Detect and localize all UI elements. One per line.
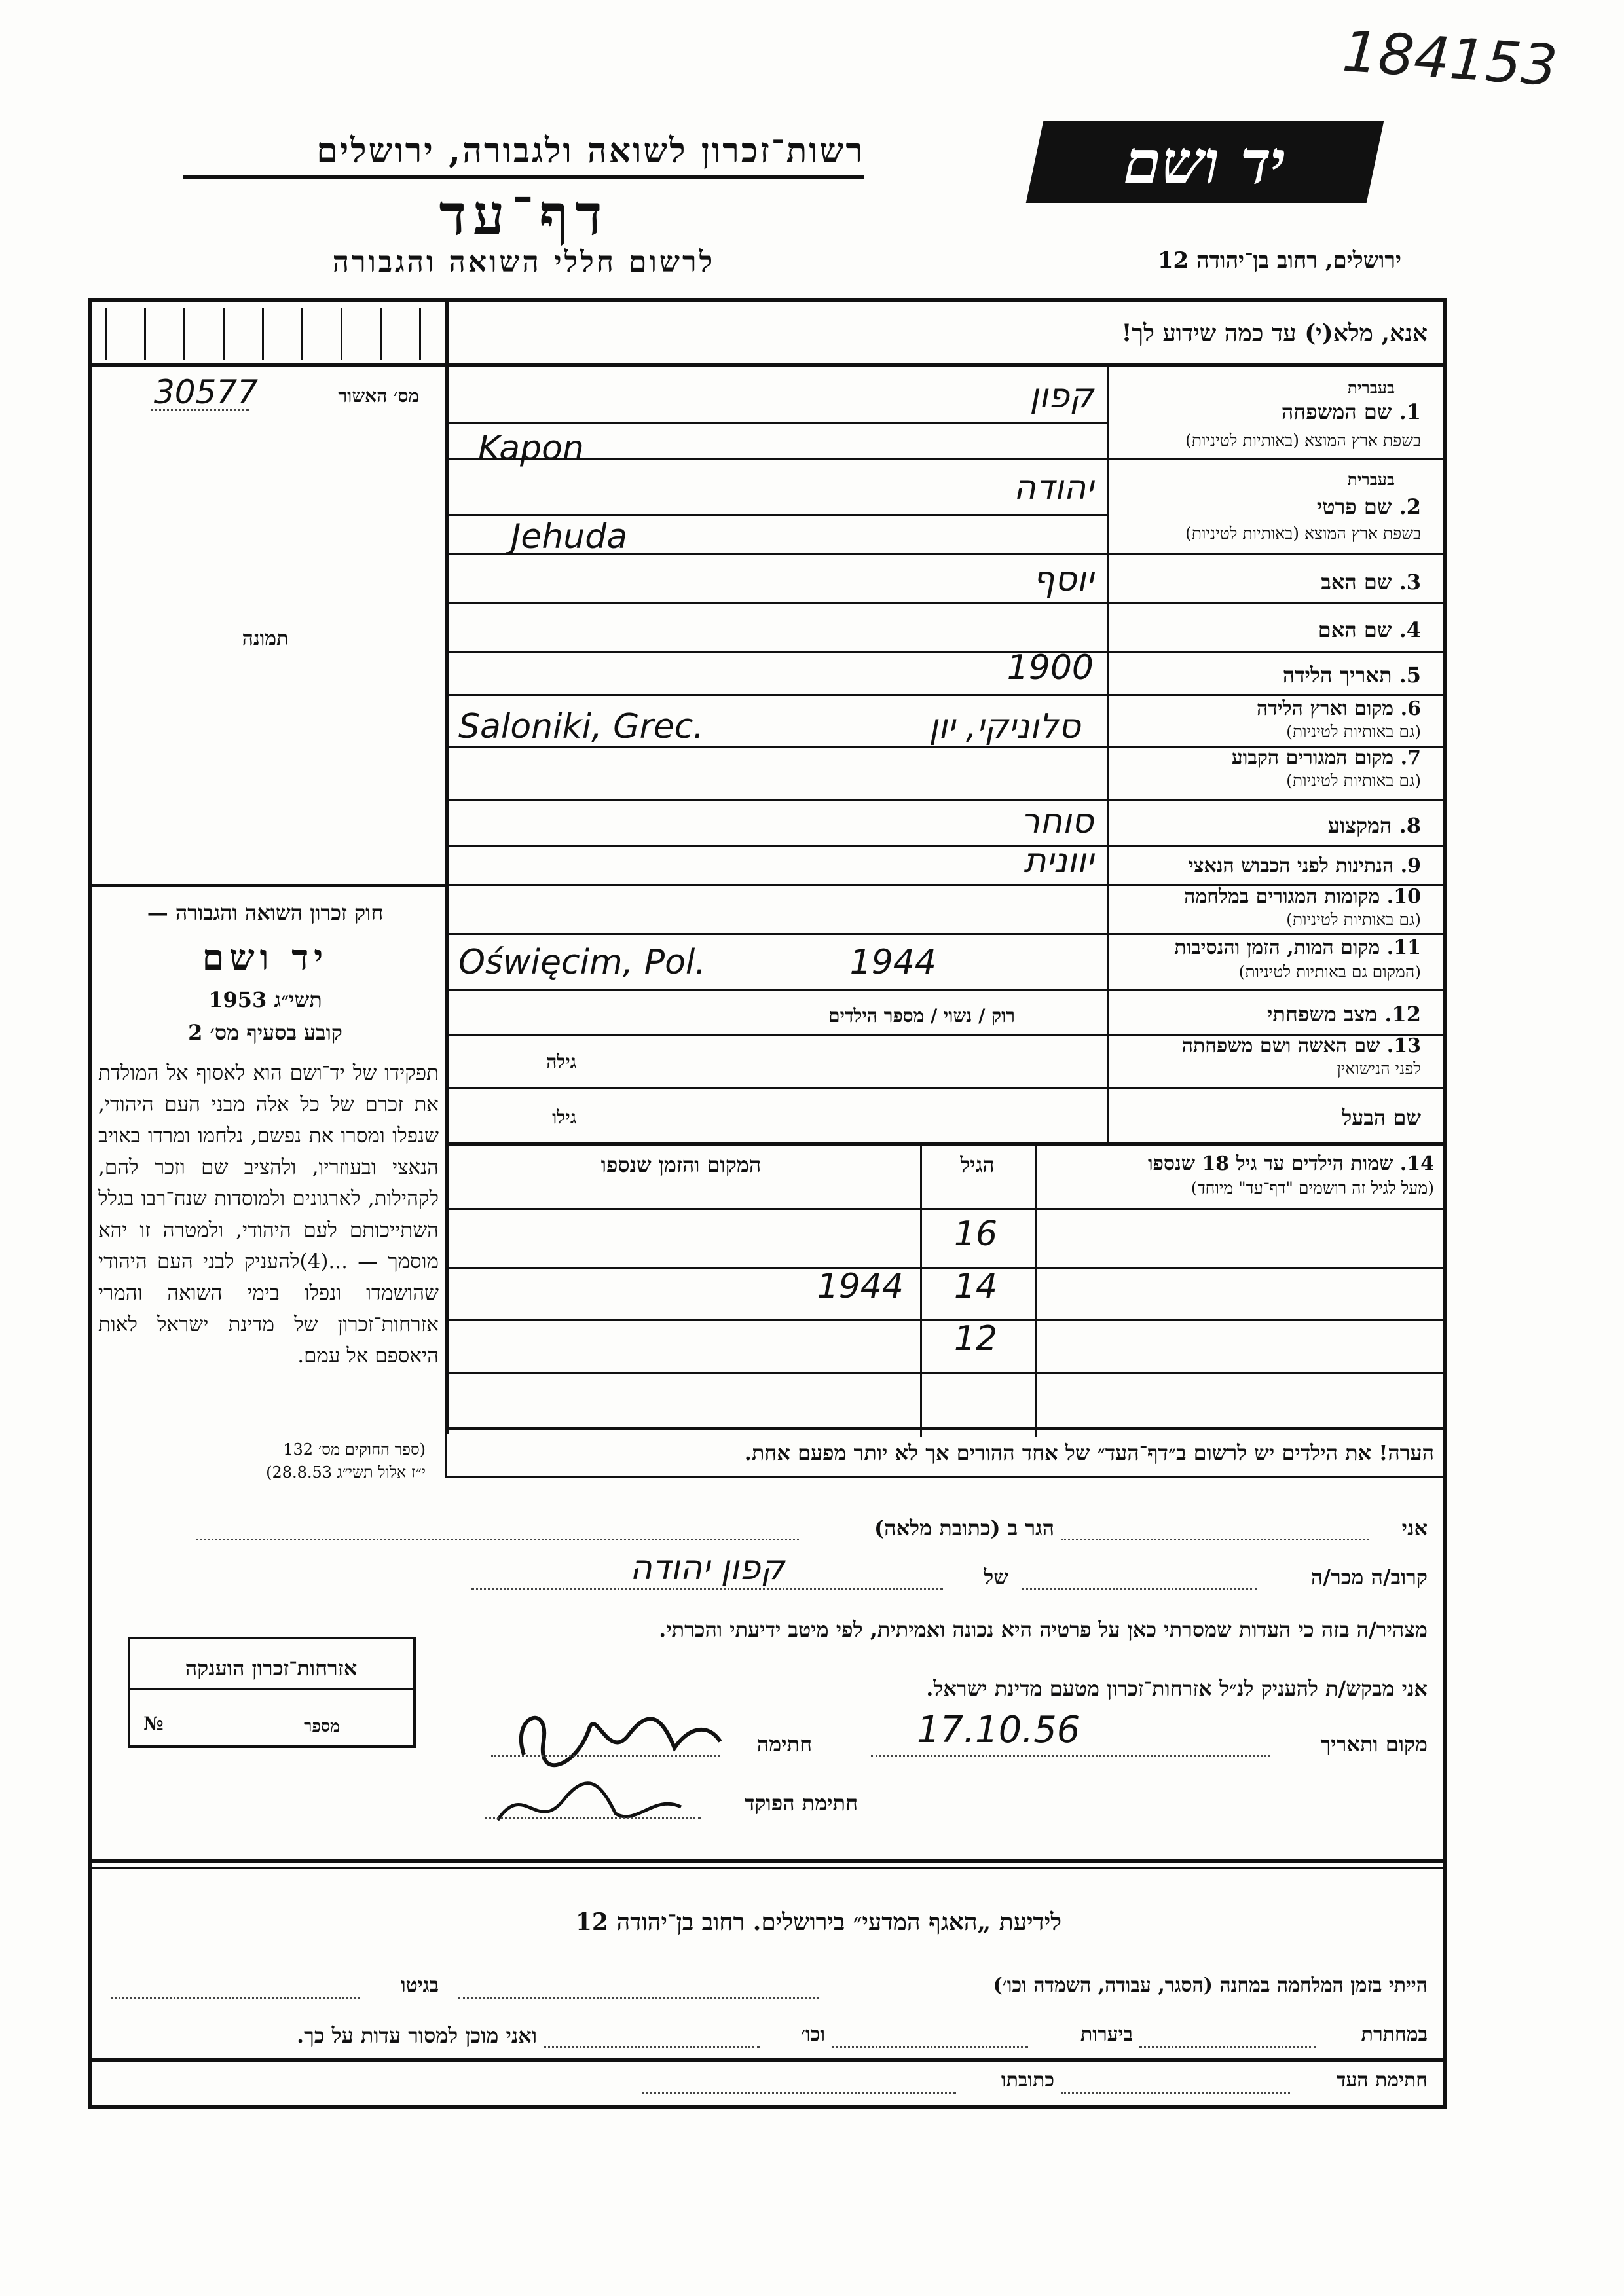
registration-label: מס׳ האשור	[338, 385, 419, 407]
field-3-value: יוסף	[1033, 560, 1094, 599]
field-9-label: 9. הנתינות לפני הכבוש הנאצי	[1188, 854, 1421, 877]
note-text: הערה! את הילדים יש לרשום ב״דף־העד״ של אחד ההורים אך לא יותר מפעם אחת.	[744, 1440, 1434, 1465]
child-1-age: 16	[953, 1214, 998, 1254]
law-ref-1: (ספר החוקים מס׳ 132	[283, 1440, 426, 1459]
field-5-label: 5. תאריך הלידה	[1282, 663, 1421, 687]
field-6-value-he: סלוניקי, יון	[929, 707, 1080, 746]
field-2-tag: בעברית	[1347, 470, 1395, 489]
request-text: אני מבקש/ת להעניק לנ״ל אזרחות־זכרון מטעם מדינת ישראל.	[926, 1676, 1428, 1701]
law-clause: קובע בסעיף מס׳ 2	[188, 1020, 342, 1045]
field-10-label: 10. מקומות המגורים במלחמה	[1184, 885, 1421, 908]
place-date-label: מקום ותאריך	[1320, 1732, 1428, 1757]
field-8-label: 8. המקצוע	[1327, 813, 1421, 838]
law-name: יד ושם	[202, 936, 329, 978]
officer-signature-label: חתימת הפוקד	[745, 1791, 858, 1815]
testifier-of-value: קפון יהודה	[629, 1548, 785, 1588]
registration-number: 30577	[154, 373, 259, 411]
field-4-label: 4. שם האם	[1318, 617, 1421, 642]
stamp-title: אזרחות־זכרון הוענקה	[185, 1656, 358, 1681]
header-org: רשות־זכרון לשואה ולגבורה, ירושלים	[183, 131, 864, 179]
header-address: ירושלים, רחוב בן־יהודה 12	[1157, 247, 1401, 274]
law-year: תשי״ג 1953	[208, 987, 322, 1012]
field-10-sub: (גם באותיות לטיניות)	[1286, 910, 1421, 929]
page-title: דף־עד	[439, 182, 609, 248]
field-7-label: 7. מקום המגורים הקבוע	[1231, 746, 1421, 769]
field-13-sub: לפני הנישואין	[1337, 1059, 1421, 1078]
field-9-value: יוונית	[1024, 841, 1094, 881]
field-11-value-latin: Oświęcim, Pol.	[458, 943, 706, 982]
testifier-relative-label: קרוב/ה מכר/ה	[1310, 1565, 1428, 1590]
bottom-etc: וכו׳	[801, 2023, 825, 2046]
field-6-sub: (גם באותיות לטיניות)	[1286, 722, 1421, 741]
field-11-value-he: 1944	[849, 943, 936, 982]
bottom-ready: ואני מוכן למסור עדות על כך.	[296, 2023, 537, 2048]
field-2-value-he: יהודה	[1013, 468, 1094, 507]
field-7-sub: (גם באותיות לטיניות)	[1286, 771, 1421, 790]
citizenship-stamp-box	[128, 1637, 416, 1748]
archive-number: 184153	[1340, 18, 1560, 100]
field-8-value: סוחר	[1020, 802, 1094, 841]
bottom-address: כתובתו	[1001, 2069, 1054, 2092]
field-13-label: 13. שם האשה ושם משפחתה	[1181, 1034, 1421, 1057]
law-title: חוק זכרון השואה והגבורה —	[147, 900, 384, 925]
field-6-label: 6. מקום וארץ הלידה	[1256, 697, 1421, 720]
field-11-label: 11. מקום המות, הזמן והנסיבות	[1174, 936, 1421, 959]
field-12-sub: רוק / נשוי / מספר הילדים	[828, 1005, 1015, 1027]
bottom-title: לידיעת „האגף המדעי״ בירושלים. רחוב בן־יהודה 12	[575, 1908, 1062, 1936]
field-1-sub: בשפת ארץ המוצא (באותיות לטיניות)	[1185, 431, 1421, 450]
child-2-age: 14	[953, 1267, 998, 1306]
stamp-no: №	[143, 1713, 164, 1734]
declaration-text: מצהיר/ה בזה כי העדות שמסרתי כאן על פרטיה היא נכונה ואמיתית, לפי מיטב ידיעתי והכרתי.	[659, 1617, 1428, 1642]
page-subtitle: לרשום חללי השואה והגבורה	[332, 246, 716, 279]
field-1-value-latin: Kapon	[478, 429, 584, 468]
place-date-value: 17.10.56	[917, 1709, 1080, 1751]
officer-signature	[485, 1768, 707, 1840]
bottom-ghetto: בגיטו	[400, 1974, 439, 1997]
signature-label: חתימה	[756, 1732, 812, 1757]
field-2-label: 2. שם פרטי	[1316, 494, 1421, 519]
bottom-witness-sig: חתימת העד	[1336, 2069, 1428, 2092]
stamp-number-label: מספר	[304, 1717, 340, 1736]
field-2-value-latin: Jehuda	[511, 517, 628, 556]
field-13-aux: גילה	[546, 1051, 576, 1072]
children-label: 14. שמות הילדים עד גיל 18 שנספו	[1147, 1152, 1434, 1175]
husband-label: שם הבעל	[1342, 1105, 1421, 1130]
children-sub: (מעל לגיל זה רושמים "דף־עד" מיוחד)	[1190, 1178, 1434, 1197]
children-place-header: המקום והזמן שנספו	[600, 1152, 762, 1177]
testifier-gar-label: הגר ב (כתובת מלאה)	[874, 1516, 1054, 1540]
testifier-of-label: של	[984, 1565, 1008, 1590]
field-6-value-latin: Saloniki, Grec.	[458, 707, 704, 746]
field-11-sub: (המקום גם באותיות לטיניות)	[1238, 962, 1421, 981]
field-2-sub: בשפת ארץ המוצא (באותיות לטיניות)	[1185, 524, 1421, 543]
bottom-forests: ביערות	[1080, 2023, 1133, 2046]
testifier-ani: אני	[1401, 1516, 1428, 1540]
child-3-age: 12	[953, 1319, 998, 1358]
law-ref-2: י״ז אלול תשי״ג 28.8.53)	[266, 1463, 426, 1482]
law-text: תפקידו של יד־ושם הוא לאסוף אל המולדת את זכרם של כל אלה מבני העם היהודי, שנפלו ומסרו את נפשם, נלחמו ומרדו באויב הנאצי ובעוזריו, ולהציב שם וזכר להם, לקהילות, לארגונים ולמוסדות שנח־רבו בגלל השתייכותם לעם היהודי, ולמטרה זו יהא מוסמך — ...(4)להעניק לבני העם היהודי שהושמדו ונפלו בימי השואה והמרי אזרחות־זכרון של מדינת ישראל לאות היאספם אל עמם.	[98, 1061, 439, 1368]
instruction-text: אנא, מלא(י) עד כמה שידוע לך!	[1121, 319, 1428, 347]
field-3-label: 3. שם האב	[1321, 570, 1421, 594]
field-1-label: 1. שם המשפחה	[1281, 399, 1421, 424]
child-2-place: 1944	[817, 1267, 904, 1306]
testifier-signature	[498, 1689, 733, 1781]
field-1-tag: בעברית	[1347, 378, 1395, 397]
yad-vashem-logo: יד ושם	[1026, 121, 1384, 203]
field-1-value-he: קפון	[1029, 376, 1094, 416]
children-age-header: הגיל	[960, 1152, 995, 1177]
bottom-line-1: הייתי בזמן המלחמה במחנה (הסגר, עבודה, השמדה וכו׳)	[993, 1974, 1428, 1997]
husband-aux: גילו	[552, 1106, 576, 1128]
photo-label: תמונה	[242, 627, 289, 650]
field-12-label: 12. מצב משפחתי	[1267, 1002, 1421, 1027]
column-divider	[445, 298, 449, 1142]
bottom-underground: במחתרת	[1361, 2023, 1428, 2046]
id-grid	[105, 308, 432, 360]
field-5-value: 1900	[1006, 648, 1094, 687]
